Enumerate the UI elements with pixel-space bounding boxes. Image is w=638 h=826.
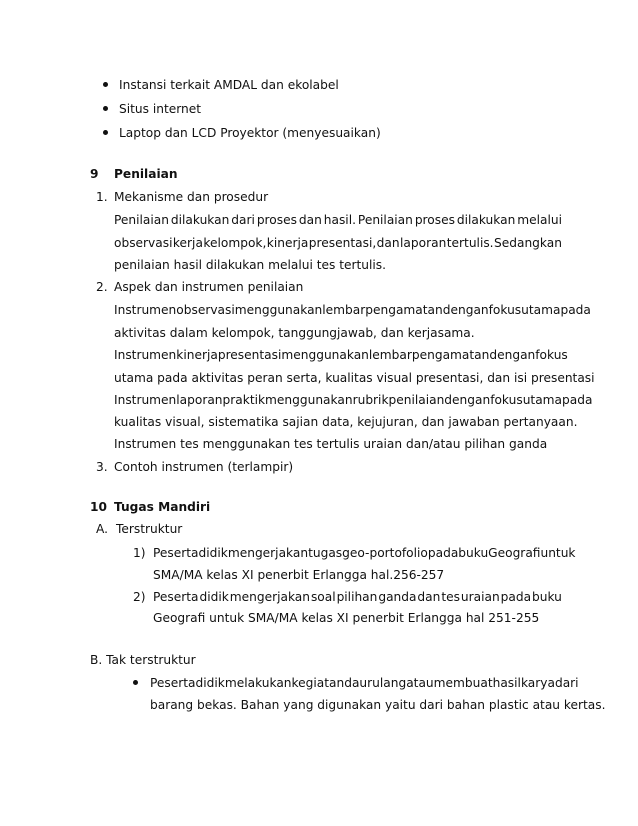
sublist-title: B. Tak terstruktur (90, 653, 196, 667)
list-number: 1) (133, 546, 146, 560)
section-title: Tugas Mandiri (114, 500, 211, 514)
bullet-icon (103, 106, 108, 111)
paragraph-line: Peserta didik melakukan kegiatan daur ulang atau membuat hasil karya dari (150, 676, 579, 690)
paragraph-line: Penilaian dilakukan dari proses dan hasil. Penilaian proses dilakukan melalui (114, 213, 562, 227)
paragraph-line: SMA/MA kelas XI penerbit Erlangga hal.256-257 (153, 568, 445, 582)
list-number: 2. (96, 280, 108, 294)
sublist-title: Terstruktur (116, 522, 183, 536)
section-title: Penilaian (114, 167, 178, 181)
paragraph-line: observasi kerja kelompok, kinerja presentasi, dan laporan tertulis. Sedangkan (114, 236, 562, 250)
paragraph-line: Peserta didik mengerjakan tugas geo-portofolio pada buku Geografi untuk (153, 546, 576, 560)
bullet-icon (103, 82, 108, 87)
section-number: 9 (90, 167, 99, 181)
list-number: 1. (96, 190, 108, 204)
paragraph-line: barang bekas. Bahan yang digunakan yaitu dari bahan plastic atau kertas. (150, 698, 606, 712)
list-item-title: Mekanisme dan prosedur (114, 190, 269, 204)
paragraph-line: Instrumen laporan praktik menggunakan rubrik penilaian dengan fokus utama pada (114, 393, 593, 407)
bullet-icon (103, 130, 108, 135)
paragraph-line: Instrumen tes menggunakan tes tertulis uraian dan/atau pilihan ganda (114, 437, 548, 451)
sublist-label: A. (96, 522, 108, 536)
paragraph-line: Instrumen kinerja presentasi menggunakan lembar pengamatan dengan fokus (114, 348, 568, 362)
paragraph-line: aktivitas dalam kelompok, tanggungjawab, dan kerjasama. (114, 326, 475, 340)
list-item-title: Aspek dan instrumen penilaian (114, 280, 304, 294)
top-bullet-item: Situs internet (119, 102, 202, 116)
bullet-icon (133, 680, 138, 685)
paragraph-line: Peserta didik mengerjakan soal pilihan ganda dan tes uraian pada buku (153, 590, 562, 604)
paragraph-line: Instrumen observasi menggunakan lembar pengamatan dengan fokus utama pada (114, 303, 591, 317)
paragraph-line: penilaian hasil dilakukan melalui tes tertulis. (114, 258, 387, 272)
paragraph-line: kualitas visual, sistematika sajian data, kejujuran, dan jawaban pertanyaan. (114, 415, 578, 429)
top-bullet-item: Laptop dan LCD Proyektor (menyesuaikan) (119, 126, 381, 140)
paragraph-line: utama pada aktivitas peran serta, kualitas visual presentasi, dan isi presentasi (114, 371, 595, 385)
list-number: 3. (96, 460, 108, 474)
top-bullet-item: Instansi terkait AMDAL dan ekolabel (119, 78, 339, 92)
list-number: 2) (133, 590, 146, 604)
paragraph-line: Geografi untuk SMA/MA kelas XI penerbit Erlangga hal 251-255 (153, 611, 540, 625)
list-item-title: Contoh instrumen (terlampir) (114, 460, 294, 474)
section-number: 10 (90, 500, 107, 514)
